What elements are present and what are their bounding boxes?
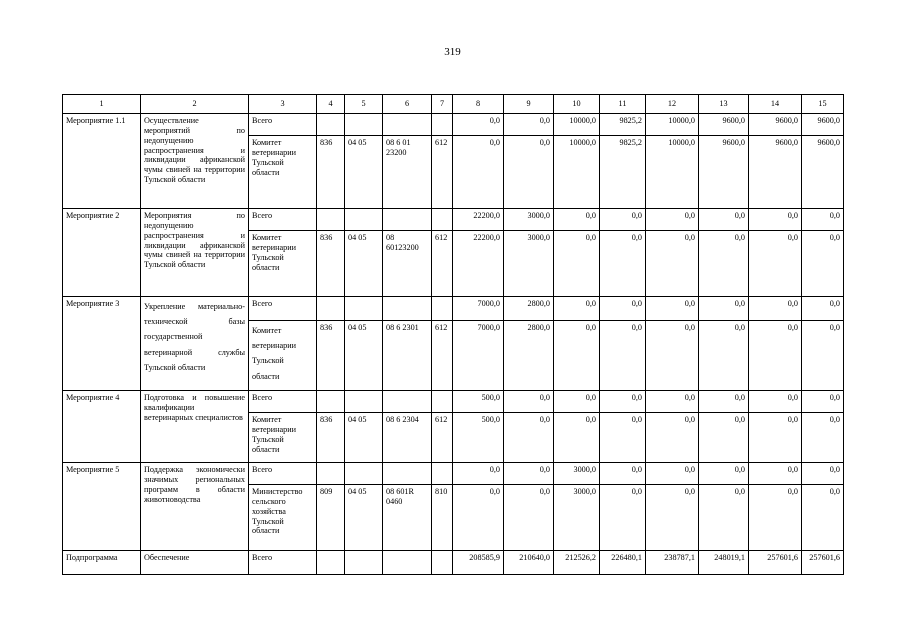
detail-value: 500,0 xyxy=(453,413,504,463)
detail-value: 0,0 xyxy=(802,413,844,463)
total-value: 10000,0 xyxy=(646,114,699,136)
subprogram-row xyxy=(63,551,844,575)
subprogram-description: Обеспечение xyxy=(141,551,249,575)
total-value: 0,0 xyxy=(802,297,844,321)
detail-value: 0,0 xyxy=(600,321,646,391)
total-value: 0,0 xyxy=(554,391,600,413)
detail-value: 0,0 xyxy=(749,485,802,551)
empty-cell xyxy=(383,391,432,413)
total-value: 0,0 xyxy=(554,297,600,321)
total-label: Всего xyxy=(249,391,317,413)
column-header: 11 xyxy=(600,95,646,114)
target-article-code: 08 6 2304 xyxy=(383,413,432,463)
total-value: 3000,0 xyxy=(554,463,600,485)
detail-value: 0,0 xyxy=(749,231,802,297)
column-header: 15 xyxy=(802,95,844,114)
total-value: 0,0 xyxy=(749,463,802,485)
detail-value: 0,0 xyxy=(600,413,646,463)
detail-value: 0,0 xyxy=(802,231,844,297)
total-value: 0,0 xyxy=(699,297,749,321)
empty-cell xyxy=(345,297,383,321)
detail-value: 9600,0 xyxy=(699,136,749,209)
empty-cell xyxy=(317,209,345,231)
ministry-code: 836 xyxy=(317,231,345,297)
activity-name: Мероприятие 1.1 xyxy=(63,114,141,209)
total-value: 0,0 xyxy=(453,114,504,136)
detail-value: 10000,0 xyxy=(646,136,699,209)
empty-cell xyxy=(345,463,383,485)
detail-value: 0,0 xyxy=(646,321,699,391)
empty-cell xyxy=(383,551,432,575)
empty-cell xyxy=(383,209,432,231)
empty-cell xyxy=(432,209,453,231)
activity-total-row xyxy=(63,297,844,321)
total-value: 0,0 xyxy=(504,463,554,485)
activity-total-row xyxy=(63,209,844,231)
total-value: 0,0 xyxy=(699,391,749,413)
empty-cell xyxy=(345,114,383,136)
expense-type-code: 612 xyxy=(432,321,453,391)
empty-cell xyxy=(383,297,432,321)
activity-name: Мероприятие 5 xyxy=(63,463,141,551)
detail-value: 0,0 xyxy=(453,485,504,551)
total-value: 9600,0 xyxy=(749,114,802,136)
empty-cell xyxy=(317,297,345,321)
column-header: 4 xyxy=(317,95,345,114)
detail-value: 0,0 xyxy=(699,231,749,297)
column-header: 8 xyxy=(453,95,504,114)
agency-label: Комитет ветеринарии Тульской области xyxy=(249,231,317,297)
activity-total-row xyxy=(63,463,844,485)
detail-value: 9825,2 xyxy=(600,136,646,209)
column-header: 3 xyxy=(249,95,317,114)
detail-value: 0,0 xyxy=(699,321,749,391)
detail-value: 0,0 xyxy=(646,231,699,297)
detail-value: 0,0 xyxy=(453,136,504,209)
target-article-code: 08 601R 0460 xyxy=(383,485,432,551)
total-value: 9600,0 xyxy=(699,114,749,136)
detail-value: 0,0 xyxy=(699,485,749,551)
subprogram-value: 257601,6 xyxy=(802,551,844,575)
detail-value: 0,0 xyxy=(504,485,554,551)
ministry-code: 809 xyxy=(317,485,345,551)
ministry-code: 836 xyxy=(317,136,345,209)
agency-label: Министерство сельского хозяйства Тульской области xyxy=(249,485,317,551)
total-value: 0,0 xyxy=(646,209,699,231)
detail-value: 0,0 xyxy=(749,413,802,463)
subprogram-value: 212526,2 xyxy=(554,551,600,575)
detail-value: 0,0 xyxy=(554,231,600,297)
total-value: 0,0 xyxy=(646,297,699,321)
activity-name: Мероприятие 2 xyxy=(63,209,141,297)
empty-cell xyxy=(432,114,453,136)
subprogram-value: 210640,0 xyxy=(504,551,554,575)
detail-value: 0,0 xyxy=(600,485,646,551)
total-value: 0,0 xyxy=(699,209,749,231)
section-code: 04 05 xyxy=(345,231,383,297)
subprogram-value: 257601,6 xyxy=(749,551,802,575)
total-value: 0,0 xyxy=(554,209,600,231)
expense-type-code: 612 xyxy=(432,136,453,209)
header-row xyxy=(63,95,844,114)
detail-value: 22200,0 xyxy=(453,231,504,297)
detail-value: 0,0 xyxy=(646,413,699,463)
detail-value: 0,0 xyxy=(749,321,802,391)
total-value: 2800,0 xyxy=(504,297,554,321)
total-label: Всего xyxy=(249,463,317,485)
total-value: 0,0 xyxy=(802,463,844,485)
total-value: 0,0 xyxy=(600,209,646,231)
empty-cell xyxy=(383,463,432,485)
total-value: 0,0 xyxy=(749,297,802,321)
total-value: 3000,0 xyxy=(504,209,554,231)
empty-cell xyxy=(317,391,345,413)
total-value: 0,0 xyxy=(453,463,504,485)
total-value: 10000,0 xyxy=(554,114,600,136)
detail-value: 9600,0 xyxy=(749,136,802,209)
ministry-code: 836 xyxy=(317,413,345,463)
total-value: 0,0 xyxy=(600,297,646,321)
total-value: 0,0 xyxy=(646,391,699,413)
total-label: Всего xyxy=(249,297,317,321)
total-value: 0,0 xyxy=(802,209,844,231)
empty-cell xyxy=(345,551,383,575)
subprogram-value: 226480,1 xyxy=(600,551,646,575)
activity-name: Мероприятие 3 xyxy=(63,297,141,391)
detail-value: 0,0 xyxy=(600,231,646,297)
expense-type-code: 612 xyxy=(432,231,453,297)
empty-cell xyxy=(432,551,453,575)
detail-value: 0,0 xyxy=(554,413,600,463)
budget-table xyxy=(62,94,844,575)
empty-cell xyxy=(345,209,383,231)
detail-value: 0,0 xyxy=(554,321,600,391)
total-value: 0,0 xyxy=(699,463,749,485)
column-header: 6 xyxy=(383,95,432,114)
target-article-code: 08 6 2301 xyxy=(383,321,432,391)
total-value: 0,0 xyxy=(504,114,554,136)
subprogram-value: 248019,1 xyxy=(699,551,749,575)
column-header: 13 xyxy=(699,95,749,114)
agency-label: Комитет ветеринарии Тульской области xyxy=(249,321,317,391)
column-header: 5 xyxy=(345,95,383,114)
agency-label: Комитет ветеринарии Тульской области xyxy=(249,136,317,209)
subprogram-name: Подпрограмма xyxy=(63,551,141,575)
column-header: 12 xyxy=(646,95,699,114)
section-code: 04 05 xyxy=(345,485,383,551)
expense-type-code: 612 xyxy=(432,413,453,463)
section-code: 04 05 xyxy=(345,136,383,209)
column-header: 14 xyxy=(749,95,802,114)
empty-cell xyxy=(317,463,345,485)
total-value: 9600,0 xyxy=(802,114,844,136)
agency-label: Комитет ветеринарии Тульской области xyxy=(249,413,317,463)
subprogram-value: 208585,9 xyxy=(453,551,504,575)
empty-cell xyxy=(432,463,453,485)
total-value: 0,0 xyxy=(504,391,554,413)
total-value: 0,0 xyxy=(749,209,802,231)
activity-total-row xyxy=(63,391,844,413)
section-code: 04 05 xyxy=(345,413,383,463)
ministry-code: 836 xyxy=(317,321,345,391)
activity-description: Подготовка и повышение квалификации ветеринарных специалистов xyxy=(141,391,249,463)
total-value: 22200,0 xyxy=(453,209,504,231)
detail-value: 0,0 xyxy=(646,485,699,551)
detail-value: 0,0 xyxy=(802,321,844,391)
section-code: 04 05 xyxy=(345,321,383,391)
empty-cell xyxy=(317,551,345,575)
total-value: 9825,2 xyxy=(600,114,646,136)
detail-value: 0,0 xyxy=(504,136,554,209)
empty-cell xyxy=(432,391,453,413)
subprogram-value: 238787,1 xyxy=(646,551,699,575)
empty-cell xyxy=(383,114,432,136)
column-header: 2 xyxy=(141,95,249,114)
column-header: 9 xyxy=(504,95,554,114)
activity-total-row xyxy=(63,114,844,136)
detail-value: 0,0 xyxy=(504,413,554,463)
total-label: Всего xyxy=(249,209,317,231)
target-article-code: 08 60123200 xyxy=(383,231,432,297)
activity-description: Поддержка экономически значимых региональных программ в области животноводства xyxy=(141,463,249,551)
empty-cell xyxy=(432,297,453,321)
total-label: Всего xyxy=(249,551,317,575)
column-header: 1 xyxy=(63,95,141,114)
total-value: 0,0 xyxy=(802,391,844,413)
detail-value: 9600,0 xyxy=(802,136,844,209)
total-value: 0,0 xyxy=(749,391,802,413)
total-value: 7000,0 xyxy=(453,297,504,321)
detail-value: 3000,0 xyxy=(504,231,554,297)
detail-value: 0,0 xyxy=(699,413,749,463)
detail-value: 3000,0 xyxy=(554,485,600,551)
total-value: 0,0 xyxy=(600,391,646,413)
column-header: 7 xyxy=(432,95,453,114)
page-number: 319 xyxy=(444,46,461,58)
target-article-code: 08 6 01 23200 xyxy=(383,136,432,209)
empty-cell xyxy=(345,391,383,413)
total-value: 0,0 xyxy=(646,463,699,485)
total-label: Всего xyxy=(249,114,317,136)
column-header: 10 xyxy=(554,95,600,114)
total-value: 0,0 xyxy=(600,463,646,485)
activity-description: Осуществление мероприятий по недопущению распространения и ликвидации африканской чумы свиней на территории Тульской области xyxy=(141,114,249,209)
detail-value: 7000,0 xyxy=(453,321,504,391)
activity-description: Укрепление материально-технической базы государственной ветеринарной службы Тульской области xyxy=(141,297,249,391)
activity-description: Мероприятия по недопущению распространения и ликвидации африканской чумы свиней на территории Тульской области xyxy=(141,209,249,297)
total-value: 500,0 xyxy=(453,391,504,413)
empty-cell xyxy=(317,114,345,136)
detail-value: 2800,0 xyxy=(504,321,554,391)
detail-value: 0,0 xyxy=(802,485,844,551)
expense-type-code: 810 xyxy=(432,485,453,551)
activity-name: Мероприятие 4 xyxy=(63,391,141,463)
detail-value: 10000,0 xyxy=(554,136,600,209)
